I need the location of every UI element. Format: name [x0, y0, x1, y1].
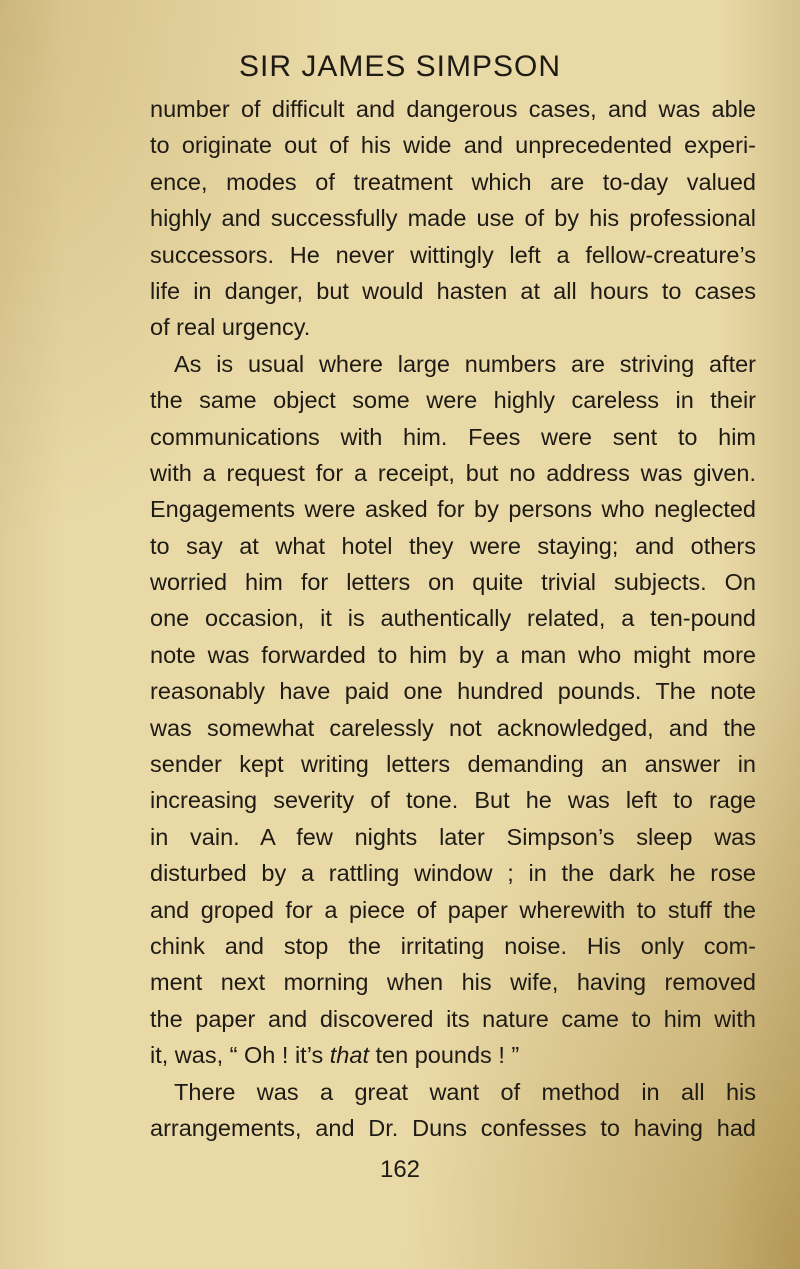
text-line: and groped for a piece of paper wherewith to stuff the [150, 896, 756, 923]
quote-line [150, 1037, 756, 1073]
text-line: the same object some were highly careless in their [150, 387, 756, 414]
text-line: increasing severity of tone. But he was left to rage [150, 787, 756, 814]
text-line: successors. He never wittingly left a fellow-creature’s [150, 241, 756, 268]
text-line: highly and successfully made use of by his professional [150, 205, 756, 232]
text-line: the paper and discovered its nature came to him with [150, 1005, 756, 1032]
text-line: reasonably have paid one hundred pounds. The note [150, 678, 756, 705]
text-line: sender kept writing letters demanding an answer in [150, 751, 756, 778]
text-line: communications with him. Fees were sent to him [150, 423, 756, 450]
quote-before: it, was, “ Oh ! it’s [150, 1042, 330, 1069]
text-line: life in danger, but would hasten at all hours to cases [150, 277, 756, 304]
text-line: disturbed by a rattling window ; in the dark he rose [150, 860, 756, 887]
text-line: note was forwarded to him by a man who might more [150, 641, 756, 668]
quote-italic-word: that [329, 1042, 369, 1069]
text-line: ment next morning when his wife, having removed [150, 969, 756, 996]
text-line: with a request for a receipt, but no address was given. [150, 459, 756, 486]
running-head: SIR JAMES SIMPSON [238, 50, 562, 83]
body-text [150, 91, 756, 1146]
text-line: to originate out of his wide and unprecedented experi- [150, 132, 756, 159]
quote-after: ten pounds ! ” [368, 1042, 520, 1069]
paragraph-start-line: There was a great want of method in all his [174, 1078, 756, 1105]
text-line: number of difficult and dangerous cases, and was able [150, 96, 756, 122]
text-line: ence, modes of treatment which are to-day valued [150, 168, 756, 195]
text-line: chink and stop the irritating noise. His only com- [150, 932, 756, 959]
text-line: to say at what hotel they were staying; and others [150, 532, 756, 559]
paragraph-start-line: As is usual where large numbers are striving after [174, 350, 756, 377]
text-line: one occasion, it is authentically related, a ten-pound [150, 605, 756, 632]
text-line: in vain. A few nights later Simpson’s sleep was [150, 823, 756, 850]
text-line: Engagements were asked for by persons who neglected [150, 496, 756, 523]
page-number: 162 [379, 1156, 421, 1183]
text-line: worried him for letters on quite trivial subjects. On [150, 569, 756, 596]
text-line: was somewhat carelessly not acknowledged, and the [150, 714, 756, 741]
text-line: of real urgency. [150, 314, 311, 341]
text-line: arrangements, and Dr. Duns confesses to having had [150, 1114, 756, 1141]
